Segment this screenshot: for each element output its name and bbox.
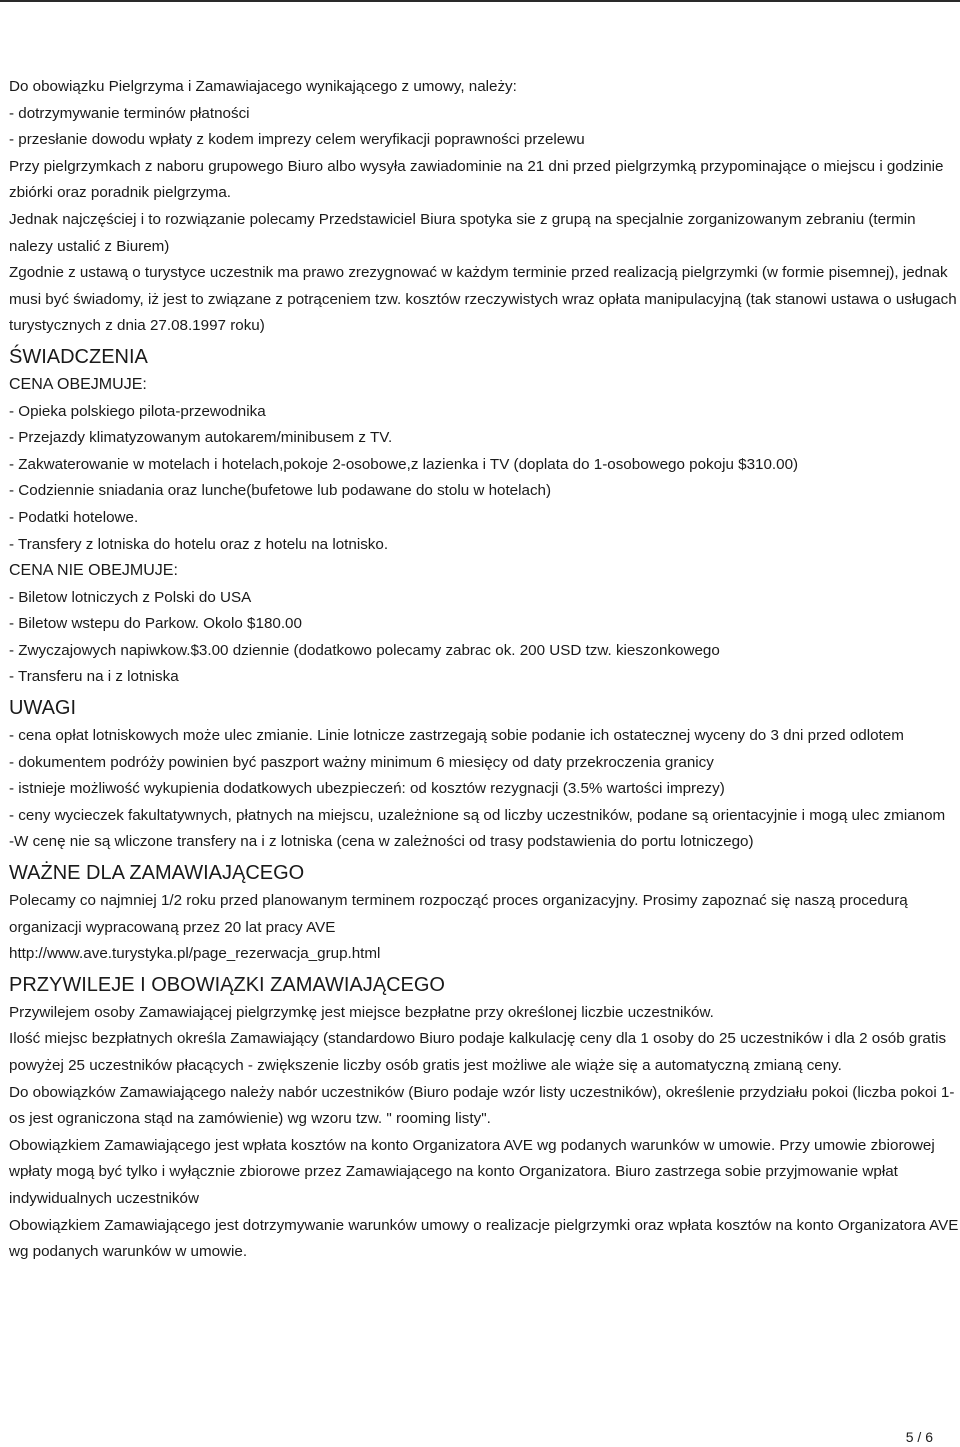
excluded-heading: CENA NIE OBEJMUJE: (9, 562, 178, 580)
list-item: - Zwyczajowych napiwkow.$3.00 dziennie (dodatkowo polecamy zabrac ok. 200 USD tzw. kieszonkowego (9, 641, 720, 659)
paragraph: Obowiązkiem Zamawiającego jest dotrzymywanie warunków umowy o realizacje pielgrzymki oraz wpłata kosztów na konto Organizatora AVE wg podanych warunków w umowie. (9, 1216, 959, 1261)
page-number: 5 / 6 (905, 1429, 933, 1445)
intro-paragraph: Do obowiązku Pielgrzyma i Zamawiajacego wynikającego z umowy, należy: (9, 78, 517, 95)
section-heading-uwagi: UWAGI (9, 697, 77, 720)
top-rule (0, 0, 960, 2)
list-item: - ceny wycieczek fakultatywnych, płatnych na miejscu, uzależnione są od liczby uczestników, podane są orientacyjnie i mogą ulec zmianom (9, 806, 946, 824)
intro-paragraph: Jednak najczęściej i to rozwiązanie polecamy Przedstawiciel Biura spotyka sie z grupą na specjalnie zorganizowanym zebraniu (termin nalezy ustalić z Biurem) (9, 210, 916, 255)
uwagi-section (9, 696, 959, 856)
section-heading-swiadczenia: ŚWIADCZENIA (9, 345, 148, 368)
wazne-section (9, 861, 959, 968)
paragraph: Obowiązkiem Zamawiającego jest wpłata kosztów na konto Organizatora AVE wg podanych warunków w umowie. Przy umowie zbiorowej wpłaty mogą być tylko i wyłącznie zbiorowe przez Zamawiającego na konto Organizatora. Biuro zastrzega sobie przyjmowanie wpłat indywidualnych uczestników (9, 1136, 935, 1207)
paragraph: Przywilejem osoby Zamawiającej pielgrzymkę jest miejsce bezpłatne przy określonej liczbie uczestników. (9, 1003, 714, 1021)
intro-paragraph: - przesłanie dowodu wpłaty z kodem imprezy celem weryfikacji poprawności przelewu (9, 131, 585, 149)
list-item: -W cenę nie są wliczone transfery na i z lotniska (cena w zależności od trasy podstawienia do portu lotniczego) (9, 833, 754, 851)
list-item: - Transferu na i z lotniska (9, 668, 179, 686)
intro-section (9, 74, 959, 340)
list-item: - istnieje możliwość wykupienia dodatkowych ubezpieczeń: od kosztów rezygnacji (3.5% wartości imprezy) (9, 780, 725, 798)
document-body (9, 74, 959, 1266)
section-heading-przywileje: PRZYWILEJE I OBOWIĄZKI ZAMAWIAJĄCEGO (9, 973, 445, 996)
list-item: - Biletow lotniczych z Polski do USA (9, 588, 252, 606)
list-item: - Opieka polskiego pilota-przewodnika (9, 402, 266, 420)
paragraph: Polecamy co najmniej 1/2 roku przed planowanym terminem rozpocząć proces organizacyjny. Prosimy zapoznać się naszą procedurą organizacji wypracowaną przez 20 lat pracy AVE (9, 892, 908, 936)
intro-paragraph: - dotrzymywanie terminów płatności (9, 104, 250, 122)
list-item: - Codziennie sniadania oraz lunche(bufetowe lub podawane do stolu w hotelach) (9, 482, 552, 500)
paragraph: Do obowiązków Zamawiającego należy nabór uczestników (Biuro podaje wzór listy uczestników), określenie przydziału pokoi (liczba pokoi 1-os jest ograniczona stąd na zamówienie) wg wzoru tzw. " rooming listy". (9, 1083, 955, 1128)
list-item: - Biletow wstepu do Parkow. Okolo $180.00 (9, 615, 302, 633)
swiadczenia-section (9, 345, 959, 691)
reservation-link[interactable]: http://www.ave.turystyka.pl/page_rezerwacja_grup.html (9, 945, 381, 963)
intro-paragraph: Przy pielgrzymkach z naboru grupowego Biuro albo wysyła zawiadominie na 21 dni przed pielgrzymką przypominające o miejscu i godzinie zbiórki oraz poradnik pielgrzyma. (9, 157, 944, 202)
paragraph: Ilość miejsc bezpłatnych określa Zamawiający (standardowo Biuro podaje kalkulację ceny dla 1 osoby do 25 uczestników i dla 2 osób gratis powyżej 25 uczestników płacących - zwiększenie liczby osób gratis jest możliwe ale wiąże się a automatyczną zmianą ceny. (9, 1030, 947, 1074)
list-item: - Przejazdy klimatyzowanym autokarem/minibusem z TV. (9, 429, 393, 447)
list-item: - dokumentem podróży powinien być paszport ważny minimum 6 miesięcy od daty przekroczenia granicy (9, 753, 714, 771)
list-item: - Podatki hotelowe. (9, 508, 139, 526)
section-heading-wazne: WAŻNE DLA ZAMAWIAJĄCEGO (9, 862, 305, 885)
przywileje-section (9, 973, 959, 1266)
included-heading: CENA OBEJMUJE: (9, 375, 147, 393)
intro-paragraph: Zgodnie z ustawą o turystyce uczestnik ma prawo zrezygnować w każdym terminie przed realizacją pielgrzymki (w formie pisemnej), jednak musi być świadomy, iż jest to związane z potrąceniem tzw. kosztów rzeczywistych wraz opłata manipulacyjną (tak stanowi ustawa o usługach turystycznych z dnia 27.08.1997 roku) (9, 264, 957, 335)
list-item: - Zakwaterowanie w motelach i hotelach,pokoje 2-osobowe,z lazienka i TV (doplata do 1-osobowego pokoju $310.00) (9, 455, 799, 473)
list-item: - cena opłat lotniskowych może ulec zmianie. Linie lotnicze zastrzegają sobie podanie ich ostatecznej wyceny do 3 dni przed odlotem (9, 727, 904, 745)
list-item: - Transfery z lotniska do hotelu oraz z hotelu na lotnisko. (9, 535, 389, 553)
